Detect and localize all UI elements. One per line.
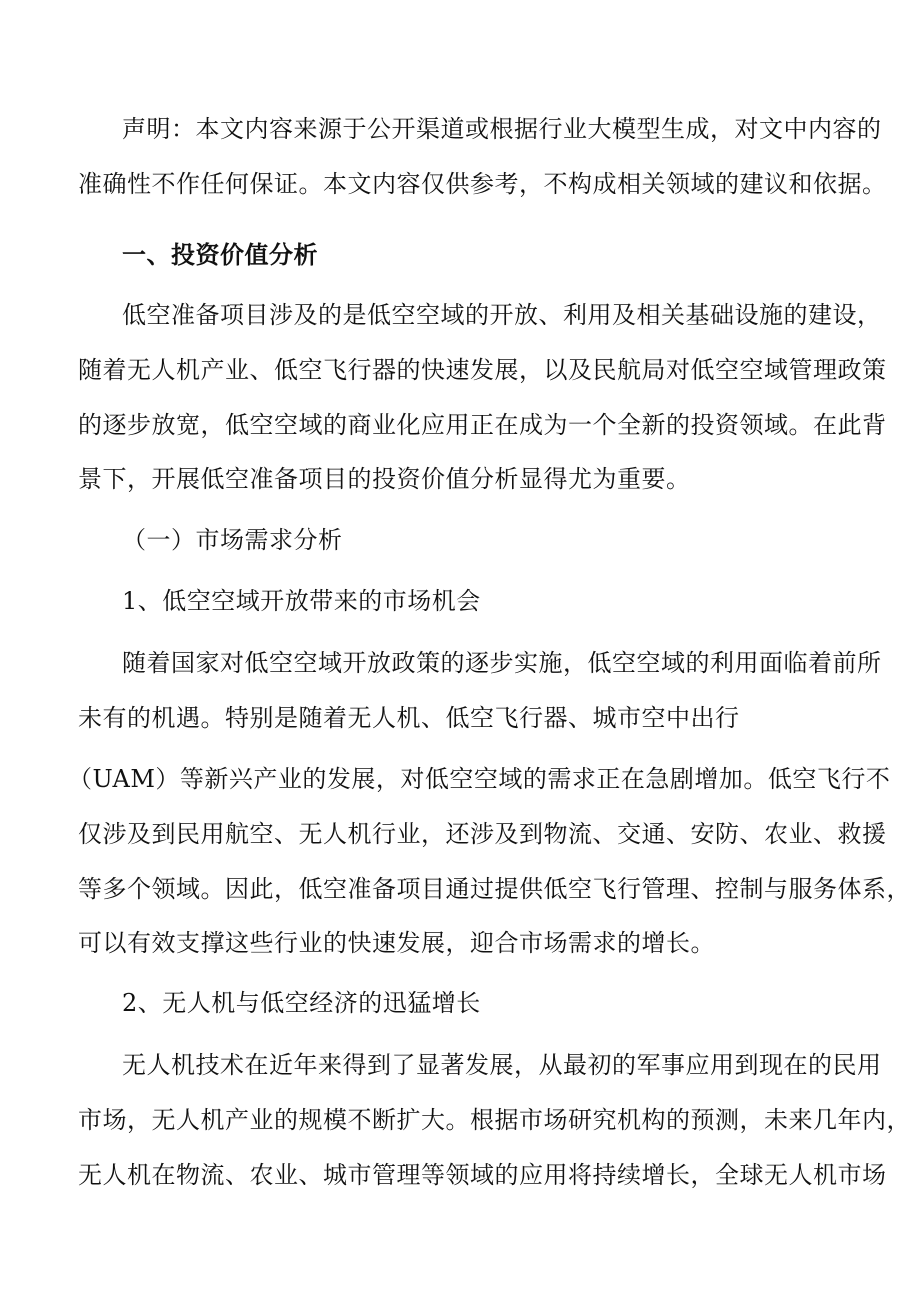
item1-line-6: 可以有效支撑这些行业的快速发展，迎合市场需求的增长。 xyxy=(78,929,715,957)
intro-line-1: 低空准备项目涉及的是低空空域的开放、利用及相关基础设施的建设， xyxy=(122,301,882,329)
item1-line-3: （UAM）等新兴产业的发展，对低空空域的需求正在急剧增加。低空飞行不 xyxy=(68,765,891,793)
item2-heading: 2、无人机与低空经济的迅猛增长 xyxy=(122,989,481,1017)
item2-line-2: 市场，无人机产业的规模不断扩大。根据市场研究机构的预测，未来几年内， xyxy=(78,1106,911,1134)
item2-line-1: 无人机技术在近年来得到了显著发展，从最初的军事应用到现在的民用 xyxy=(122,1051,882,1079)
disclaimer-line-2: 准确性不作任何保证。本文内容仅供参考，不构成相关领域的建议和依据。 xyxy=(78,170,887,198)
item1-line-2: 未有的机遇。特别是随着无人机、低空飞行器、城市空中出行 xyxy=(78,704,740,732)
item1-line-4: 仅涉及到民用航空、无人机行业，还涉及到物流、交通、安防、农业、救援 xyxy=(78,820,887,848)
disclaimer-line-1: 声明：本文内容来源于公开渠道或根据行业大模型生成，对文中内容的 xyxy=(122,115,882,143)
item2-line-3: 无人机在物流、农业、城市管理等领域的应用将持续增长，全球无人机市场 xyxy=(78,1161,887,1189)
intro-line-3: 的逐步放宽，低空空域的商业化应用正在成为一个全新的投资领域。在此背 xyxy=(78,411,887,439)
item1-line-1: 随着国家对低空空域开放政策的逐步实施，低空空域的利用面临着前所 xyxy=(122,649,882,677)
item1-line-5: 等多个领域。因此，低空准备项目通过提供低空飞行管理、控制与服务体系， xyxy=(78,875,911,903)
subsection-heading: （一）市场需求分析 xyxy=(122,526,343,554)
item1-heading: 1、低空空域开放带来的市场机会 xyxy=(122,587,481,615)
section-heading: 一、投资价值分析 xyxy=(122,240,318,269)
intro-line-4: 景下，开展低空准备项目的投资价值分析显得尤为重要。 xyxy=(78,465,691,493)
intro-line-2: 随着无人机产业、低空飞行器的快速发展，以及民航局对低空空域管理政策 xyxy=(78,356,887,384)
